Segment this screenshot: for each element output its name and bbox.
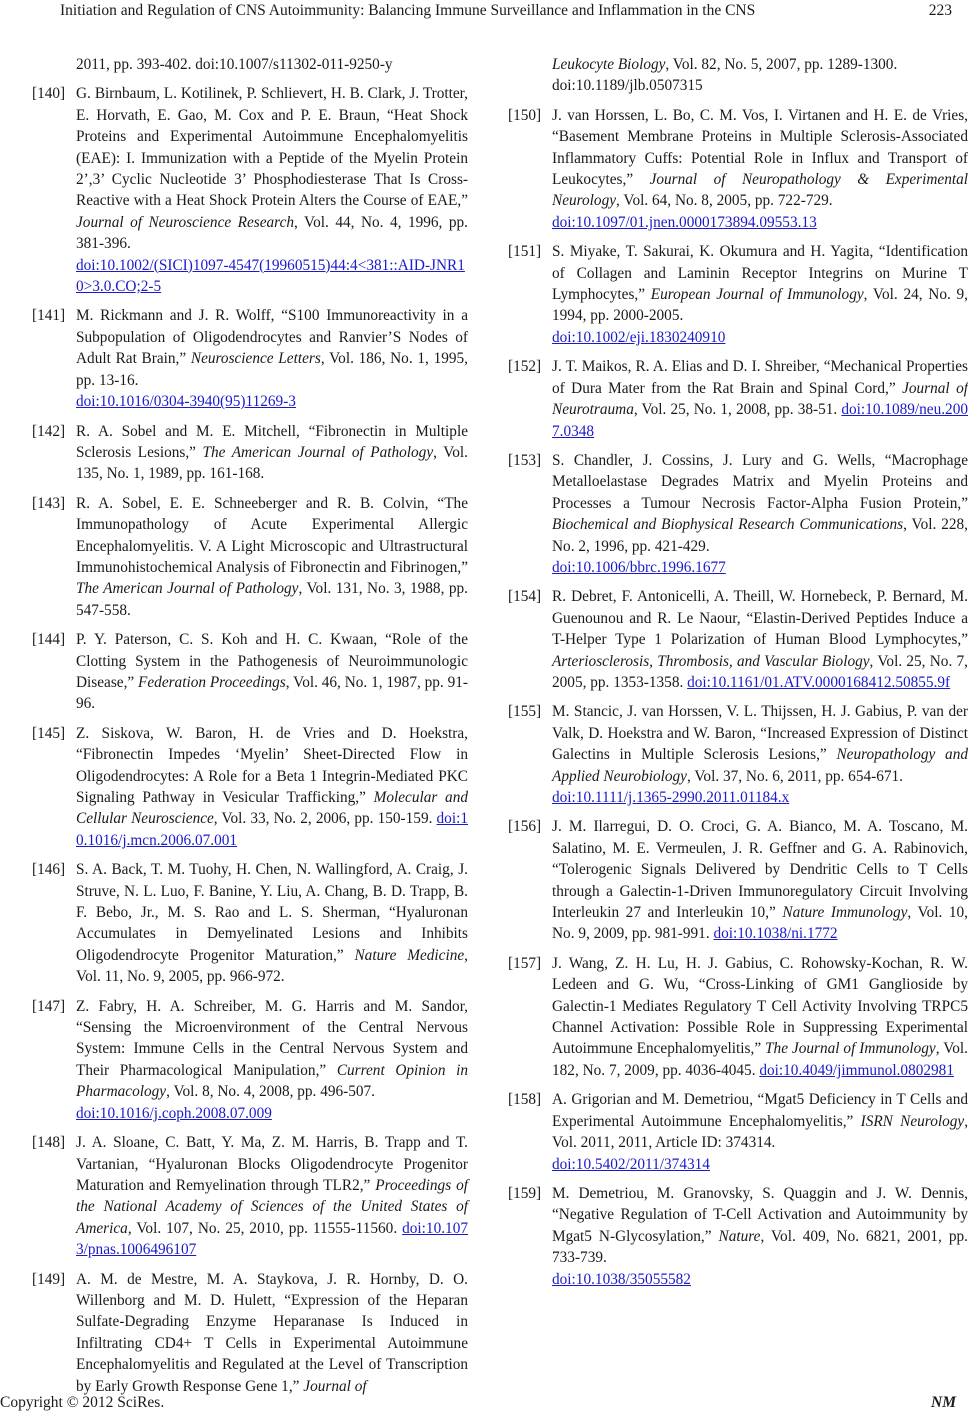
reference-number: [153] [508, 451, 542, 469]
reference-details: , Vol. 228, No. 2, 1996, pp. 421-429. [552, 516, 968, 555]
doi-link[interactable]: doi:10.1007/s11302-011-9250-y [195, 56, 393, 73]
reference-item [32, 493, 468, 621]
journal-name: The American Journal of Pathology [202, 443, 434, 461]
reference-text: J. A. Sloane, C. Batt, Y. Ma, Z. M. Harris, B. Trapp and T. Vartanian, “Hyaluronan Blocks Oligodendrocyte Progenitor Maturation and Remyelination through TLR2,” [76, 1134, 468, 1194]
reference-text: A. M. de Mestre, M. A. Staykova, J. R. Hornby, D. O. Willenborg and M. D. Hulett, “Expression of the Heparan Sulfate-Degrading Enzyme Heparanase Is Induced in Infiltrating CD4+ T Cells in Experimental Autoimmune Encephalomyelitis and Regulated at the Level of Transcription by Early Growth Response Gene 1,” [76, 1270, 468, 1395]
reference-text: Z. Siskova, W. Baron, H. de Vries and D. Hoekstra, “Fibronectin Impedes ‘Myelin’ Sheet-Directed Flow in Oligodendrocytes: A Role for a Beta 1 Integrin-Mediated PKC Signaling Pathway in Vesicular Trafficking,” [76, 724, 468, 806]
reference-details: , Vol. 64, No. 8, 2005, pp. 722-729. [616, 192, 833, 210]
reference-details: , Vol. 8, No. 4, 2008, pp. 496-507. [166, 1083, 376, 1101]
doi-link[interactable]: doi:10.1016/0304-3940(95)11269-3 [76, 393, 296, 411]
doi-link[interactable]: doi:10.4049/jimmunol.0802981 [759, 1061, 954, 1079]
doi-link[interactable]: doi:10.5402/2011/374314 [552, 1155, 710, 1173]
doi-link[interactable]: doi:10.1002/eji.1830240910 [552, 328, 726, 346]
doi-link[interactable]: doi:10.1111/j.1365-2990.2011.01184.x [552, 789, 790, 806]
reference-details: , Vol. 37, No. 6, 2011, pp. 654-671. [686, 767, 903, 785]
journal-name: Journal of Neurotrauma [552, 379, 968, 419]
reference-text: G. Birnbaum, L. Kotilinek, P. Schlievert, H. B. Clark, J. Trotter, E. Horvath, E. Gao, M. Cox and P. E. Braun, “Heat Shock Proteins and Experimental Autoimmune Encephalomyelitis (EAE): I. Immunization with a Peptide of the Myelin Protein 2’,3’ Cyclic Nucleotide 3’ Phosphodiesterase That Is Cross-Reactive with a Heat Shock Protein Alters the Course of EAE,” [76, 85, 468, 210]
doi-link[interactable]: doi:10.1002/(SICI)1097-4547(19960515)44:4<381::AID-JNR10>3.0.CO;2-5 [76, 256, 465, 296]
reference-details: , Vol. 182, No. 7, 2009, pp. 4036-4045. [552, 1040, 968, 1079]
reference-number: [156] [508, 818, 542, 836]
page-number: 223 [928, 2, 952, 19]
journal-name: Current Opinion in Pharmacology [76, 1061, 468, 1101]
reference-number: [151] [508, 243, 542, 261]
reference-details: , Vol. 409, No. 6821, 2001, pp. 733-739. [552, 1227, 968, 1267]
doi-link[interactable]: doi:10.1161/01.ATV.0000168412.50855.9f [687, 673, 951, 691]
reference-number: [147] [32, 997, 66, 1015]
journal-name: Nature Immunology [782, 904, 908, 922]
reference-number: [145] [32, 724, 66, 742]
continuation-text: 2011, pp. 393-402. [76, 56, 196, 73]
running-title: Initiation and Regulation of CNS Autoimmunity: Balancing Immune Surveillance and Inflammation in the CNS [60, 2, 756, 19]
reference-details: , Vol. 25, No. 7, 2005, pp. 1353-1358. [552, 652, 968, 691]
reference-number: [146] [32, 861, 66, 879]
reference-details: , Vol. 44, No. 4, 1996, pp. 381-396. [76, 213, 468, 253]
reference-details: , Vol. 107, No. 25, 2010, pp. 11555-11560. [127, 1219, 403, 1237]
reference-item [32, 723, 468, 851]
doi-link[interactable]: doi:10.1006/bbrc.1996.1677 [552, 558, 726, 576]
reference-list [32, 83, 468, 1397]
reference-item [32, 996, 468, 1124]
reference-text: S. Miyake, T. Sakurai, K. Okumura and H. Yagita, “Identification of Collagen and Laminin Receptor Integrins on Murine T Lymphocytes,” [552, 243, 968, 304]
reference-text: P. Y. Paterson, C. S. Koh and H. C. Kwaan, “Role of the Clotting System in the Pathogenesis of Neuroimmunologic Disease,” [76, 631, 468, 691]
doi-link[interactable]: doi:10.1016/j.mcn.2006.07.001 [76, 810, 468, 849]
journal-name: Nature Medicine [354, 946, 465, 964]
reference-number: [158] [508, 1091, 542, 1109]
reference-details: , Vol. 135, No. 1, 1989, pp. 161-168. [76, 443, 468, 483]
doi-link[interactable]: doi:10.1073/pnas.1006496107 [76, 1219, 468, 1259]
reference-details: , Vol. 24, No. 9, 1994, pp. 2000-2005. [552, 286, 968, 325]
reference-number: [154] [508, 588, 542, 606]
journal-name: Biochemical and Biophysical Research Communications [552, 516, 904, 534]
page-header [0, 0, 968, 26]
journal-name: Federation Proceedings [138, 673, 286, 691]
reference-text: J. van Horssen, L. Bo, C. M. Vos, I. Virtanen and H. E. de Vries, “Basement Membrane Proteins in Multiple Sclerosis-Associated Inflammatory Cuffs: Potential Role in Influx and Transport of Leukocytes,” [552, 106, 968, 189]
reference-details: , Vol. 25, No. 1, 2008, pp. 38-51. [633, 401, 842, 419]
journal-name: Journal of [303, 1377, 367, 1395]
journal-name: The American Journal of Pathology [76, 580, 299, 598]
journal-name: European Journal of Immunology [650, 286, 864, 304]
reference-item [508, 356, 968, 442]
reference-item [508, 241, 968, 348]
reference-continuation [32, 54, 468, 75]
doi-link[interactable]: doi:10.1097/01.jnen.0000173894.09553.13 [552, 213, 817, 231]
reference-details: , Vol. 131, No. 3, 1988, pp. 547-558. [76, 580, 469, 619]
reference-item [508, 816, 968, 944]
reference-text: R. A. Sobel and M. E. Mitchell, “Fibronectin in Multiple Sclerosis Lesions,” [76, 422, 468, 461]
journal-abbreviation: NM [931, 1394, 956, 1411]
reference-list [508, 105, 968, 1290]
reference-number: [148] [32, 1134, 66, 1152]
journal-name: Nature [718, 1227, 761, 1245]
reference-details: , Vol. 46, No. 1, 1987, pp. 91-96. [76, 673, 468, 713]
journal-name: Journal of Neuroscience Research [76, 213, 295, 231]
journal-name: The Journal of Immunology [765, 1040, 936, 1058]
reference-number: [157] [508, 954, 542, 972]
reference-number: [144] [32, 631, 66, 649]
reference-text: J. T. Maikos, R. A. Elias and D. I. Shreiber, “Mechanical Properties of Dura Mater from the Rat Brain and Spinal Cord,” [552, 358, 968, 397]
reference-number: [152] [508, 358, 542, 376]
reference-number: [150] [508, 106, 542, 124]
reference-text: R. Debret, F. Antonicelli, A. Theill, W. Hornebeck, P. Bernard, M. Guenounou and R. Le Naour, “Elastin-Derived Peptides Induce a T-Helper Type 1 Polarization of Human Blood Lymphocytes,” [552, 588, 968, 649]
reference-continuation [508, 54, 968, 97]
reference-item [32, 1269, 468, 1397]
right-column [508, 54, 968, 1298]
journal-name: ISRN Neurology [860, 1112, 965, 1130]
reference-number: [140] [32, 85, 66, 103]
doi-link[interactable]: doi:10.1038/ni.1772 [713, 925, 838, 943]
reference-item [32, 629, 468, 715]
reference-item [508, 105, 968, 233]
reference-item [32, 83, 468, 297]
reference-item [508, 1183, 968, 1290]
reference-text: R. A. Sobel, E. E. Schneeberger and R. B. Colvin, “The Immunopathology of Acute Experimental Allergic Encephalomyelitis. V. A Light Microscopic and Ultrastructural Immunohistochemical Analysis of Fibronectin and Fibrinogen,” [76, 494, 468, 576]
reference-item [32, 859, 468, 987]
reference-item [508, 1089, 968, 1175]
journal-name: Neuropathology and Applied Neurobiology [552, 746, 968, 785]
journal-name: Proceedings of the National Academy of Sciences of the United States of America [76, 1176, 468, 1237]
reference-details: , Vol. 33, No. 2, 2006, pp. 150-159. [213, 810, 437, 828]
reference-item [508, 953, 968, 1081]
journal-name: Molecular and Cellular Neuroscience [76, 789, 468, 828]
journal-name: Neuroscience Letters [190, 350, 321, 368]
reference-number: [159] [508, 1184, 542, 1202]
reference-item [508, 450, 968, 578]
reference-text: M. Demetriou, M. Granovsky, S. Quaggin and J. W. Dennis, “Negative Regulation of T-Cell Activation and Autoimmunity by Mgat5 N-Glycosylation,” [552, 1184, 968, 1245]
reference-number: [155] [508, 703, 542, 721]
reference-number: [141] [32, 307, 66, 325]
doi-link[interactable]: doi:10.1038/35055582 [552, 1270, 691, 1288]
reference-text: J. Wang, Z. H. Lu, H. J. Gabius, C. Rohowsky-Kochan, R. W. Ledeen and G. Wu, “Cross-Linking of GM1 Ganglioside by Galectin-1 Mediates Regulatory T Cell Activity Involving TRPC5 Channel Activation: Possible Role in Suppressing Experimental Autoimmune Encephalomyelitis,” [552, 954, 968, 1058]
reference-text: M. Rickmann and J. R. Wolff, “S100 Immunoreactivity in a Subpopulation of Oligodendrocytes and Ranvier’S Nodes of Adult Rat Brain,” [76, 307, 468, 368]
copyright-notice: Copyright © 2012 SciRes. [0, 1394, 165, 1411]
reference-text: A. Grigorian and M. Demetriou, “Mgat5 Deficiency in T Cells and Experimental Autoimmune Encephalomyelitis,” [552, 1091, 968, 1130]
reference-text: S. A. Back, T. M. Tuohy, H. Chen, N. Wallingford, A. Craig, J. Struve, N. L. Luo, F. Banine, Y. Liu, A. Chang, B. D. Trapp, B. F. Bebo, Jr., M. S. Rao and L. S. Sherman, “Hyaluronan Accumulates in Demyelinated Lesions and Inhibits Oligodendrocyte Progenitor Maturation,” [76, 861, 468, 964]
page-footer [0, 1392, 968, 1416]
reference-item [32, 421, 468, 485]
left-column [32, 54, 468, 1405]
reference-item [508, 701, 968, 808]
reference-details: , Vol. 2011, 2011, Article ID: 374314. [552, 1112, 968, 1152]
journal-name: Journal of Neuropathology & Experimental Neurology [552, 171, 968, 210]
journal-name: Leukocyte Biology [552, 56, 666, 73]
reference-details: , Vol. 11, No. 9, 2005, pp. 966-972. [76, 946, 468, 986]
reference-item [32, 1132, 468, 1260]
reference-details: , Vol. 186, No. 1, 1995, pp. 13-16. [76, 350, 468, 389]
reference-number: [143] [32, 494, 66, 512]
reference-text: M. Stancic, J. van Horssen, V. L. Thijssen, H. J. Gabius, P. van der Valk, D. Hoekstra and W. Baron, “Increased Expression of Distinct Galectins in Multiple Sclerosis Lesions,” [552, 703, 968, 764]
doi-link[interactable]: doi:10.1189/jlb.0507315 [552, 77, 703, 95]
reference-text: Z. Fabry, H. A. Schreiber, M. G. Harris and M. Sandor, “Sensing the Microenvironment of the Central Nervous System: Immune Cells in the Central Nervous System and Their Pharmacological Manipulation,” [76, 997, 468, 1079]
reference-text: S. Chandler, J. Cossins, J. Lury and G. Wells, “Macrophage Metalloelastase Degrades Matrix and Myelin Proteins and Processes a Tumour Necrosis Factor-Alpha Fusion Protein,” [552, 451, 968, 512]
doi-link[interactable]: doi:10.1016/j.coph.2008.07.009 [76, 1104, 272, 1122]
reference-number: [142] [32, 422, 66, 440]
reference-item [32, 305, 468, 412]
doi-link[interactable]: doi:10.1089/neu.2007.0348 [552, 401, 968, 440]
reference-number: [149] [32, 1270, 66, 1288]
reference-item [508, 586, 968, 693]
continuation-text: , Vol. 82, No. 5, 2007, pp. 1289-1300. [665, 56, 898, 73]
reference-text: J. M. Ilarregui, D. O. Croci, G. A. Bianco, M. A. Toscano, M. Salatino, M. E. Vermeulen, J. R. Geffner and G. A. Rabinovich, “Tolerogenic Signals Delivered by Dendritic Cells to T Cells through a Galectin-1-Driven Immunoregulatory Circuit Involving Interleukin 27 and Interleukin 10,” [552, 818, 968, 922]
journal-name: Arteriosclerosis, Thrombosis, and Vascular Biology [552, 652, 870, 670]
reference-details: , Vol. 10, No. 9, 2009, pp. 981-991. [552, 904, 968, 943]
